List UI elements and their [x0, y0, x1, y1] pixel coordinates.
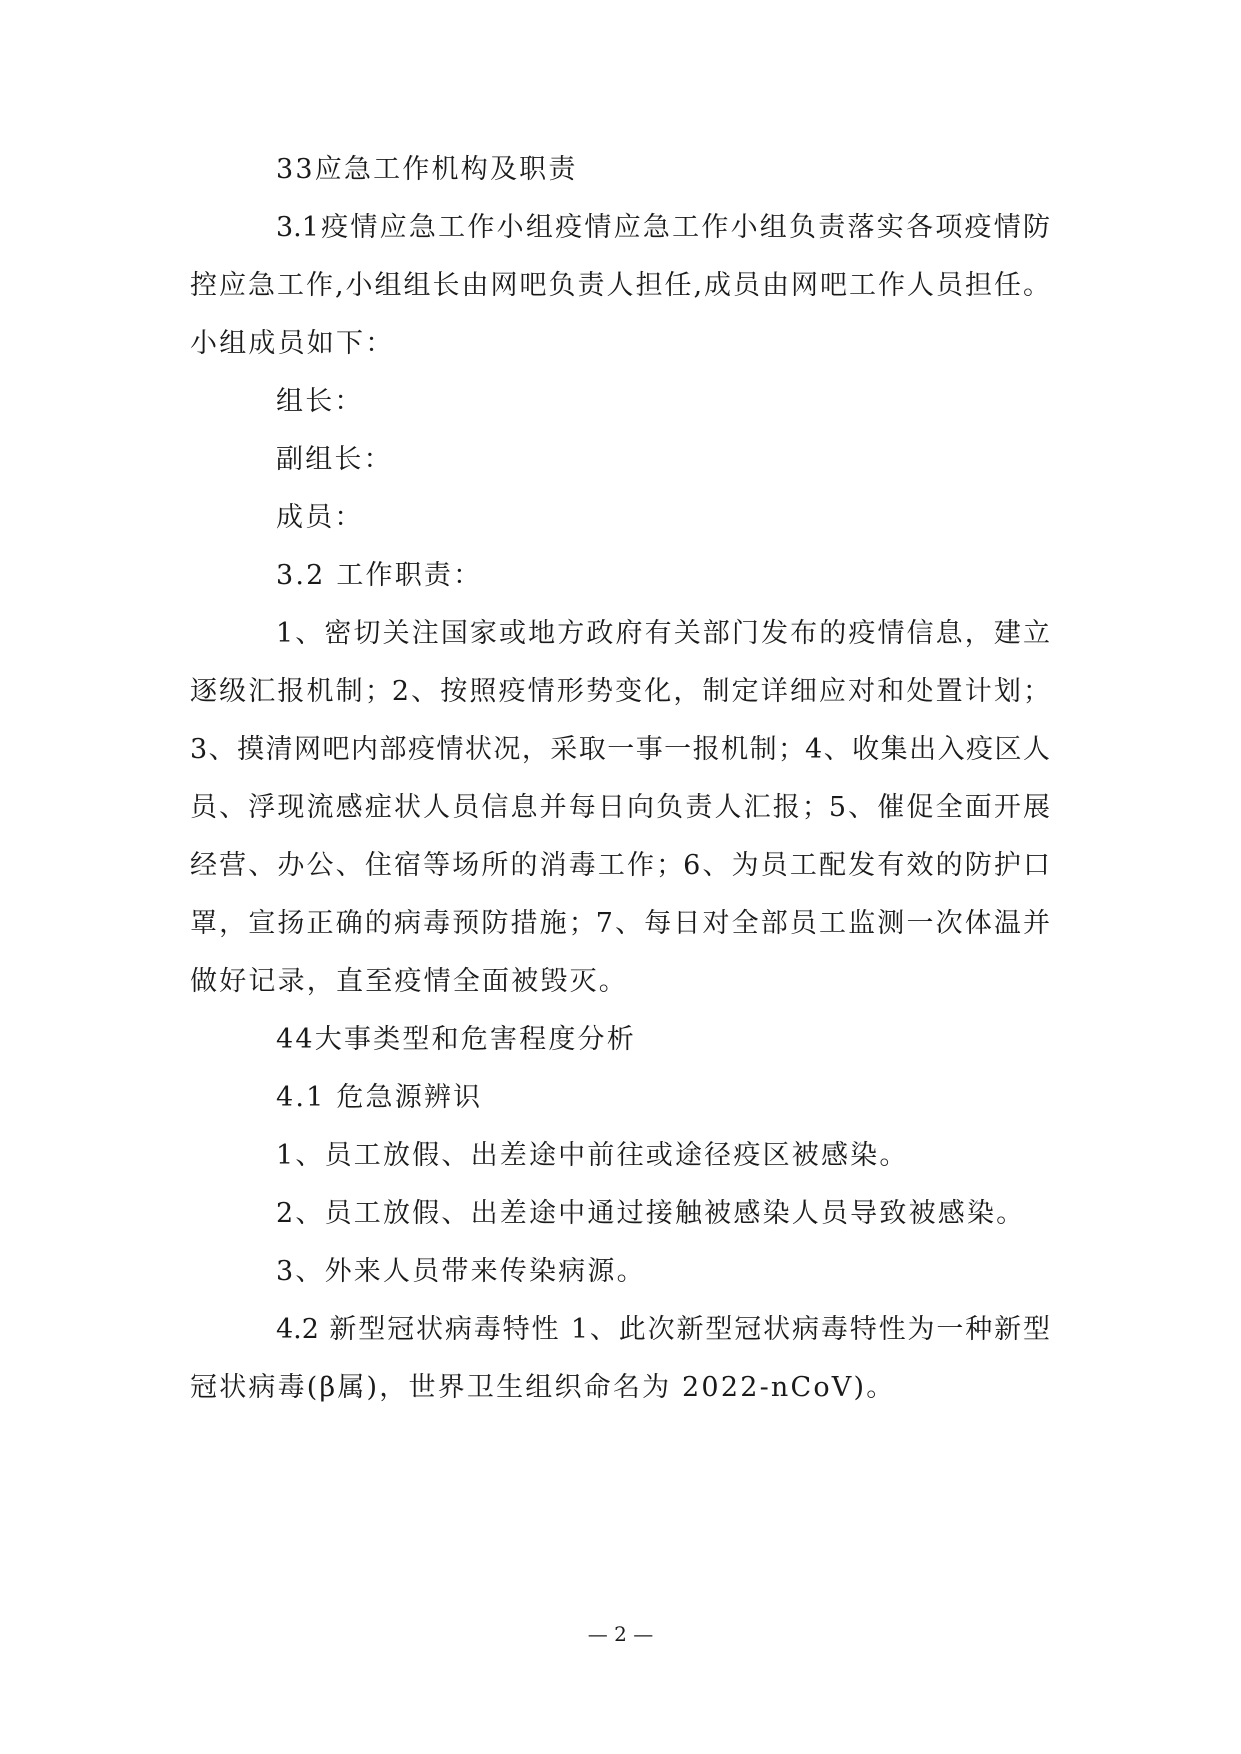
list-item: 2、员工放假、出差途中通过接触被感染人员导致被感染。: [276, 1198, 1026, 1229]
paragraph-line: 经营、办公、住宿等场所的消毒工作；6、为员工配发有效的防护口: [190, 850, 1050, 881]
paragraph-line: 员、浮现流感症状人员信息并每日向负责人汇报；5、催促全面开展: [190, 792, 1050, 823]
paragraph-line: 3、摸清网吧内部疫情状况，采取一事一报机制；4、收集出入疫区人: [190, 734, 1050, 765]
paragraph-line: 做好记录，直至疫情全面被毁灭。: [190, 966, 628, 997]
paragraph-line: 逐级汇报机制；2、按照疫情形势变化，制定详细应对和处置计划；: [190, 676, 1050, 707]
paragraph-line: 小组成员如下：: [190, 328, 395, 359]
page-number: — 2 —: [587, 1622, 654, 1646]
subsection-heading-4-1: 4.1 危急源辨识: [276, 1082, 483, 1113]
paragraph-line: 4.2 新型冠状病毒特性 1、此次新型冠状病毒特性为一种新型: [276, 1314, 1050, 1345]
section-heading-4: 44大事类型和危害程度分析: [276, 1024, 636, 1055]
subsection-heading-3-2: 3.2 工作职责：: [276, 560, 483, 591]
list-item: 3、外来人员带来传染病源。: [276, 1256, 646, 1287]
group-leader-label: 组长：: [276, 386, 364, 417]
paragraph-line: 控应急工作,小组组长由网吧负责人担任,成员由网吧工作人员担任。: [190, 270, 1050, 301]
section-heading-3: 33应急工作机构及职责: [276, 154, 578, 185]
members-label: 成员：: [276, 502, 364, 533]
paragraph-line: 3.1疫情应急工作小组疫情应急工作小组负责落实各项疫情防: [276, 212, 1050, 243]
deputy-leader-label: 副组长：: [276, 444, 393, 475]
paragraph-line: 1、密切关注国家或地方政府有关部门发布的疫情信息，建立: [276, 618, 1050, 649]
paragraph-line: 罩，宣扬正确的病毒预防措施；7、每日对全部员工监测一次体温并: [190, 908, 1050, 939]
paragraph-line: 冠状病毒(β属)，世界卫生组织命名为 2022-nCoV)。: [190, 1372, 896, 1403]
list-item: 1、员工放假、出差途中前往或途径疫区被感染。: [276, 1140, 909, 1171]
